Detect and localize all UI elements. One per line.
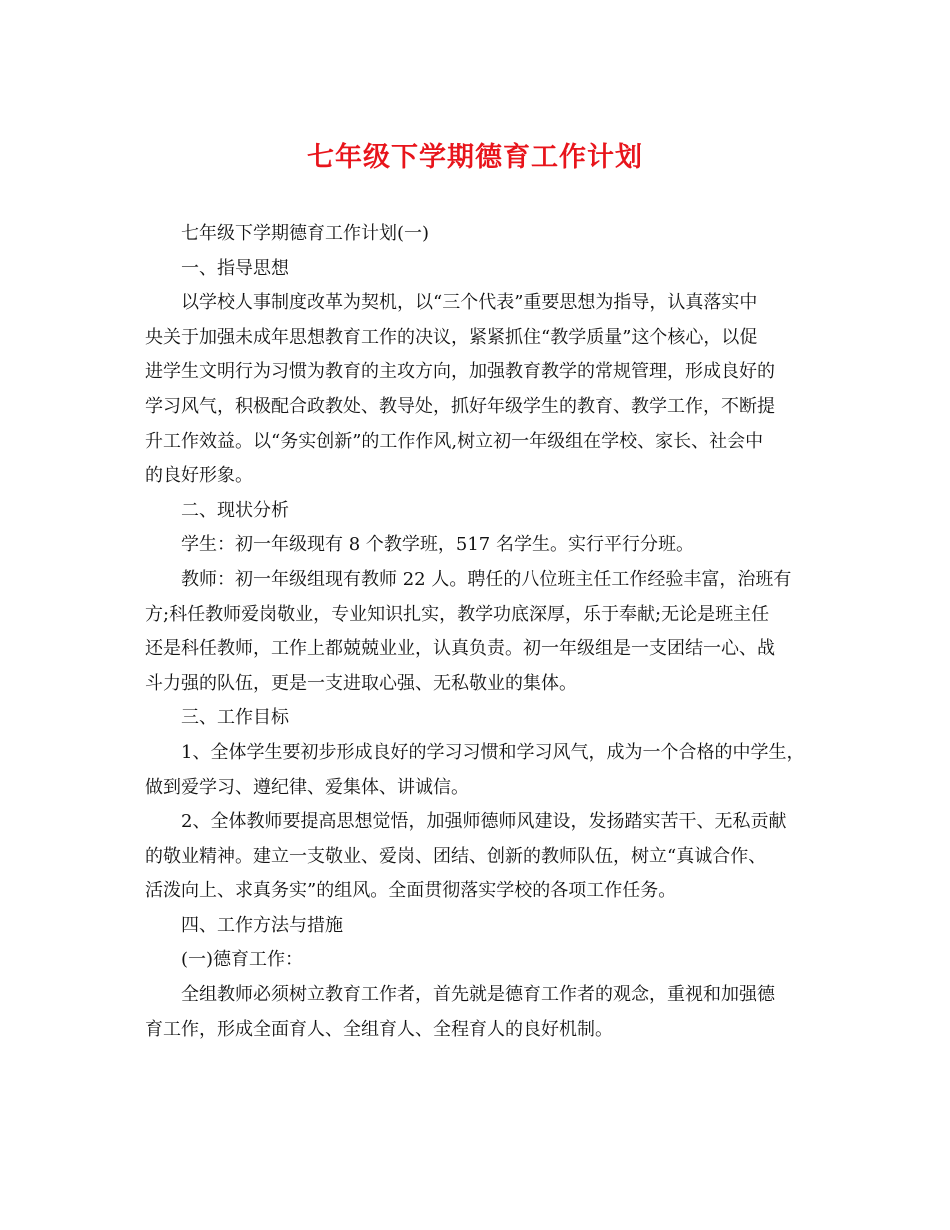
- doc-line: 央关于加强未成年思想教育工作的决议，紧紧抓住“教学质量”这个核心，以促: [145, 326, 758, 348]
- doc-line: 三、工作目标: [181, 707, 289, 729]
- doc-line: 活泼向上、求真务实”的组风。全面贯彻落实学校的各项工作任务。: [145, 880, 677, 902]
- document-body: [145, 217, 815, 1047]
- doc-line: 七年级下学期德育工作计划(一): [181, 223, 430, 244]
- doc-line: 教师：初一年级组现有教师 22 人。聘任的八位班主任工作经验丰富，治班有: [181, 568, 792, 590]
- doc-line: 做到爱学习、遵纪律、爱集体、讲诚信。: [145, 776, 469, 798]
- document-title: 七年级下学期德育工作计划: [307, 142, 643, 173]
- doc-line: 2、全体教师要提高思想觉悟，加强师德师风建设，发扬踏实苦干、无私贡献: [181, 811, 787, 833]
- doc-line: 一、指导思想: [181, 257, 289, 279]
- doc-line: 1、全体学生要初步形成良好的学习习惯和学习风气，成为一个合格的中学生，: [181, 741, 805, 763]
- doc-line: 斗力强的队伍，更是一支进取心强、无私敬业的集体。: [145, 672, 577, 694]
- doc-line: 育工作，形成全面育人、全组育人、全程育人的良好机制。: [145, 1018, 613, 1040]
- doc-line: (一)德育工作：: [181, 949, 304, 971]
- doc-line: 升工作效益。以“务实创新”的工作作风,树立初一年级组在学校、家长、社会中: [145, 430, 764, 452]
- doc-line: 学习风气，积极配合政教处、教导处，抓好年级学生的教育、教学工作，不断提: [145, 395, 775, 417]
- doc-line: 二、现状分析: [181, 499, 289, 521]
- doc-line: 还是科任教师，工作上都兢兢业业，认真负责。初一年级组是一支团结一心、战: [145, 638, 775, 660]
- doc-line: 进学生文明行为习惯为教育的主攻方向，加强教育教学的常规管理，形成良好的: [145, 361, 775, 383]
- doc-line: 四、工作方法与措施: [181, 914, 343, 936]
- doc-line: 学生：初一年级现有 8 个教学班，517 名学生。实行平行分班。: [181, 534, 694, 556]
- doc-line: 全组教师必须树立教育工作者，首先就是德育工作者的观念，重视和加强德: [181, 984, 775, 1006]
- doc-line: 以学校人事制度改革为契机，以“三个代表”重要思想为指导，认真落实中: [181, 292, 758, 314]
- doc-line: 方;科任教师爱岗敬业，专业知识扎实，教学功底深厚，乐于奉献;无论是班主任: [145, 603, 770, 625]
- doc-line: 的良好形象。: [145, 465, 253, 487]
- doc-line: 的敬业精神。建立一支敬业、爱岗、团结、创新的教师队伍，树立“真诚合作、: [145, 845, 767, 867]
